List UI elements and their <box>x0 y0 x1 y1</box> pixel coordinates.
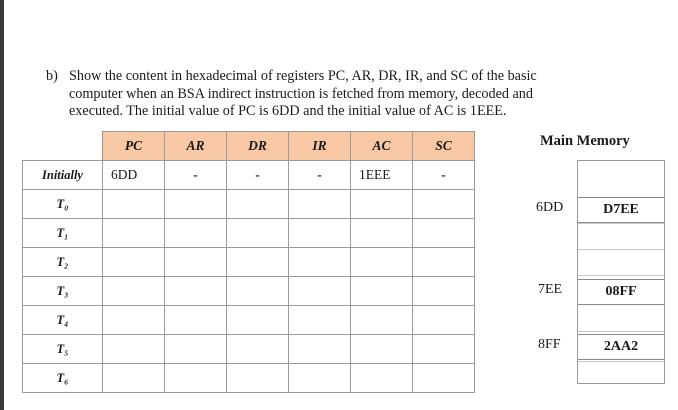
memory-divider <box>578 331 664 332</box>
row-label: T₀ <box>23 190 103 219</box>
cell-ar: - <box>165 161 227 190</box>
cell-sc[interactable] <box>413 277 475 306</box>
question-line-2: computer when an BSA indirect instruction is fetched from memory, decoded and <box>69 85 533 102</box>
cell-ac: 1EEE <box>351 161 413 190</box>
row-label: T₁ <box>23 219 103 248</box>
question-line-3: executed. The initial value of PC is 6DD and the initial value of AC is 1EEE. <box>69 103 507 119</box>
memory-word-6dd: D7EE <box>578 197 664 223</box>
table-row-t6 <box>23 364 475 393</box>
memory-divider <box>578 275 664 276</box>
cell-sc: - <box>413 161 475 190</box>
row-label: T₄ <box>23 306 103 335</box>
cell-pc[interactable] <box>103 190 165 219</box>
memory-divider <box>578 223 664 224</box>
cell-ar[interactable] <box>165 335 227 364</box>
cell-pc[interactable] <box>103 219 165 248</box>
cell-dr[interactable] <box>227 190 289 219</box>
main-memory-title: Main Memory <box>540 133 630 149</box>
cell-dr[interactable] <box>227 219 289 248</box>
cell-ac[interactable] <box>351 364 413 393</box>
cell-pc[interactable] <box>103 364 165 393</box>
cell-ir[interactable] <box>289 248 351 277</box>
header-ir: IR <box>289 132 351 161</box>
cell-sc[interactable] <box>413 190 475 219</box>
row-label: T₃ <box>23 277 103 306</box>
cell-sc[interactable] <box>413 306 475 335</box>
table-row-t4 <box>23 306 475 335</box>
cell-ar[interactable] <box>165 277 227 306</box>
memory-address: 8FF <box>538 337 561 352</box>
header-ac: AC <box>351 132 413 161</box>
header-dr: DR <box>227 132 289 161</box>
cell-ac[interactable] <box>351 190 413 219</box>
memory-address: 6DD <box>536 200 564 215</box>
cell-ac[interactable] <box>351 306 413 335</box>
cell-pc[interactable] <box>103 248 165 277</box>
header-pc: PC <box>103 132 165 161</box>
table-row-t3 <box>23 277 475 306</box>
register-table <box>22 131 475 393</box>
cell-ac[interactable] <box>351 219 413 248</box>
cell-ir[interactable] <box>289 190 351 219</box>
cell-dr[interactable] <box>227 277 289 306</box>
cell-ac[interactable] <box>351 248 413 277</box>
cell-ac[interactable] <box>351 277 413 306</box>
cell-ir[interactable] <box>289 364 351 393</box>
question-prefix: b) <box>46 68 58 84</box>
question-line-1: Show the content in hexadecimal of registers PC, AR, DR, IR, and SC of the basic <box>69 68 537 84</box>
cell-sc[interactable] <box>413 248 475 277</box>
cell-ir[interactable] <box>289 277 351 306</box>
header-blank-cell <box>23 132 103 161</box>
cell-sc[interactable] <box>413 335 475 364</box>
cell-sc[interactable] <box>413 364 475 393</box>
cell-pc[interactable] <box>103 306 165 335</box>
memory-divider <box>578 249 664 250</box>
register-header-row <box>23 132 475 161</box>
cell-ir[interactable] <box>289 219 351 248</box>
header-ar: AR <box>165 132 227 161</box>
cell-ar[interactable] <box>165 364 227 393</box>
header-sc: SC <box>413 132 475 161</box>
table-row-t5 <box>23 335 475 364</box>
cell-ir[interactable] <box>289 335 351 364</box>
row-label: T₆ <box>23 364 103 393</box>
memory-block <box>577 160 665 384</box>
cell-dr[interactable] <box>227 335 289 364</box>
cell-dr[interactable] <box>227 364 289 393</box>
page-left-border <box>0 0 4 410</box>
cell-ar[interactable] <box>165 306 227 335</box>
cell-ir: - <box>289 161 351 190</box>
cell-ar[interactable] <box>165 248 227 277</box>
row-label: T₅ <box>23 335 103 364</box>
cell-pc: 6DD <box>103 161 165 190</box>
memory-word-8ff: 2AA2 <box>578 334 664 360</box>
cell-ar[interactable] <box>165 219 227 248</box>
cell-dr[interactable] <box>227 248 289 277</box>
memory-divider <box>578 361 664 362</box>
table-row-initially <box>23 161 475 190</box>
table-row-t2 <box>23 248 475 277</box>
table-row-t0 <box>23 190 475 219</box>
cell-pc[interactable] <box>103 335 165 364</box>
row-label: T₂ <box>23 248 103 277</box>
row-label: Initially <box>23 161 103 190</box>
table-row-t1 <box>23 219 475 248</box>
memory-word-7ee: 08FF <box>578 279 664 305</box>
cell-dr: - <box>227 161 289 190</box>
cell-ac[interactable] <box>351 335 413 364</box>
cell-pc[interactable] <box>103 277 165 306</box>
cell-ar[interactable] <box>165 190 227 219</box>
question-text <box>46 68 666 121</box>
cell-ir[interactable] <box>289 306 351 335</box>
memory-address: 7EE <box>538 282 563 297</box>
cell-dr[interactable] <box>227 306 289 335</box>
cell-sc[interactable] <box>413 219 475 248</box>
